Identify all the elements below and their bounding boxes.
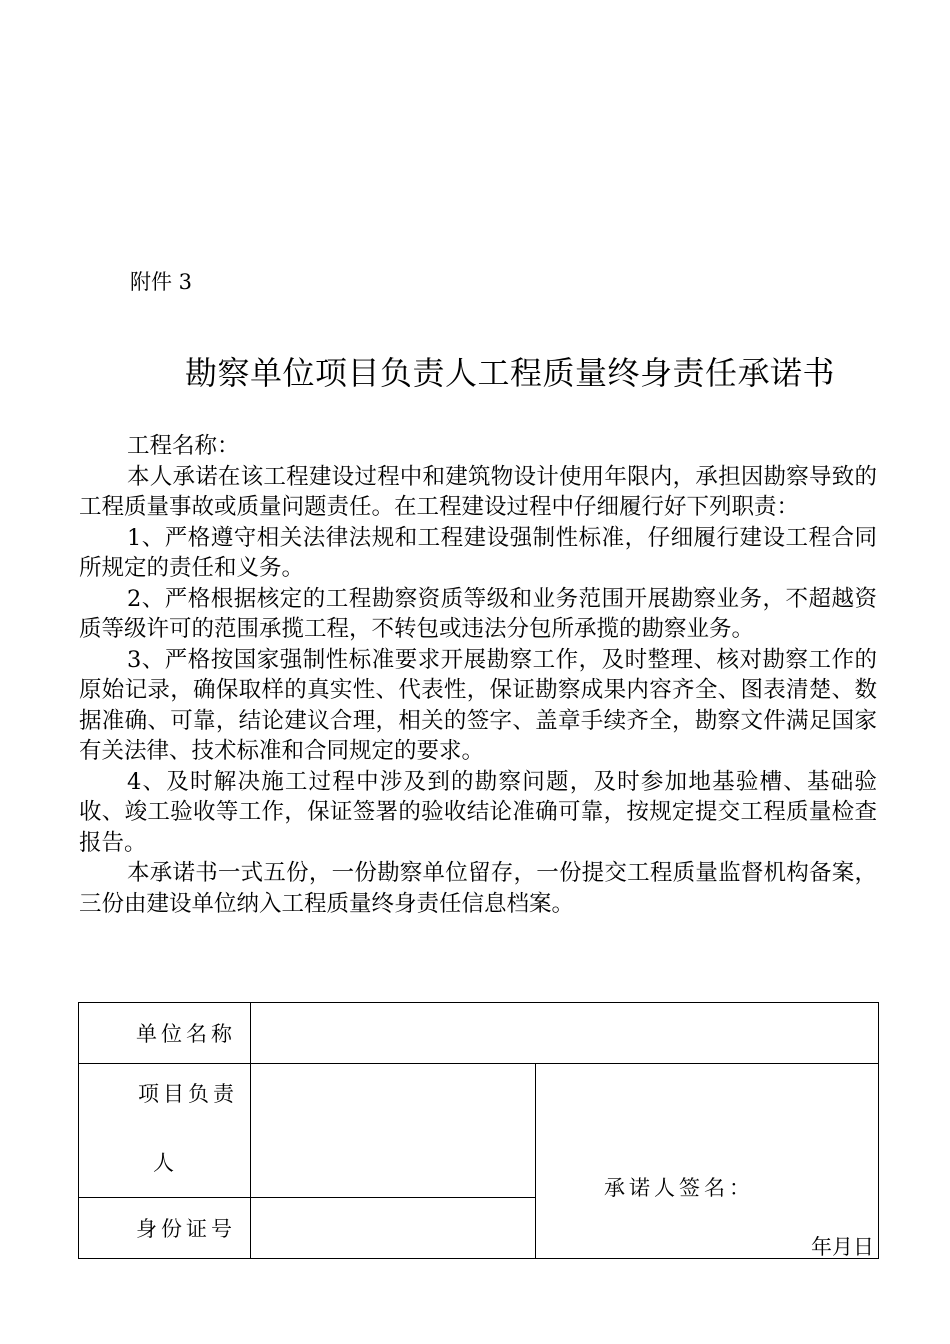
project-manager-label-cell [79, 1064, 251, 1198]
duty-item-2: 2、严格根据核定的工程勘察资质等级和业务范围开展勘察业务，不超越资质等级许可的范围承揽工程，不转包或违法分包所承揽的勘察业务。 [79, 585, 877, 642]
commitment-body [79, 431, 877, 919]
id-number-field[interactable] [251, 1198, 536, 1259]
signature-table [78, 1002, 879, 1259]
unit-name-label-cell [79, 1003, 251, 1064]
signature-cell[interactable] [536, 1064, 879, 1259]
project-manager-label-line2: 人 [153, 1151, 178, 1175]
unit-name-field[interactable] [251, 1003, 879, 1064]
project-name-line: 工程名称： [127, 433, 240, 459]
project-manager-label-line1: 项目负责 [138, 1082, 238, 1106]
date-label: 年月日 [811, 1235, 874, 1259]
id-number-label-cell [79, 1198, 251, 1259]
signature-label: 承诺人签名： [604, 1176, 754, 1200]
duty-item-4: 4、及时解决施工过程中涉及到的勘察问题，及时参加地基验槽、基础验收、竣工验收等工作，保证签署的验收结论准确可靠，按规定提交工程质量检查报告。 [79, 768, 877, 856]
copies-statement: 本承诺书一式五份，一份勘察单位留存，一份提交工程质量监督机构备案，三份由建设单位纳入工程质量终身责任信息档案。 [79, 860, 877, 917]
unit-name-row [79, 1003, 879, 1064]
project-manager-row [79, 1064, 879, 1198]
attachment-label: 附件 3 [130, 270, 193, 294]
unit-name-label: 单位名称 [136, 1022, 236, 1046]
commitment-intro: 本人承诺在该工程建设过程中和建筑物设计使用年限内，承担因勘察导致的工程质量事故或质量问题责任。在工程建设过程中仔细履行好下列职责： [79, 463, 877, 520]
document-title: 勘察单位项目负责人工程质量终身责任承诺书 [184, 354, 835, 392]
duty-item-3: 3、严格按国家强制性标准要求开展勘察工作，及时整理、核对勘察工作的原始记录，确保取样的真实性、代表性，保证勘察成果内容齐全、图表清楚、数据准确、可靠，结论建议合理，相关的签字、盖章手续齐全，勘察文件满足国家有关法律、技术标准和合同规定的要求。 [79, 646, 877, 764]
project-manager-field[interactable] [251, 1064, 536, 1198]
duty-item-1: 1、严格遵守相关法律法规和工程建设强制性标准，仔细履行建设工程合同所规定的责任和义务。 [79, 524, 877, 581]
id-number-label: 身份证号 [136, 1217, 236, 1241]
